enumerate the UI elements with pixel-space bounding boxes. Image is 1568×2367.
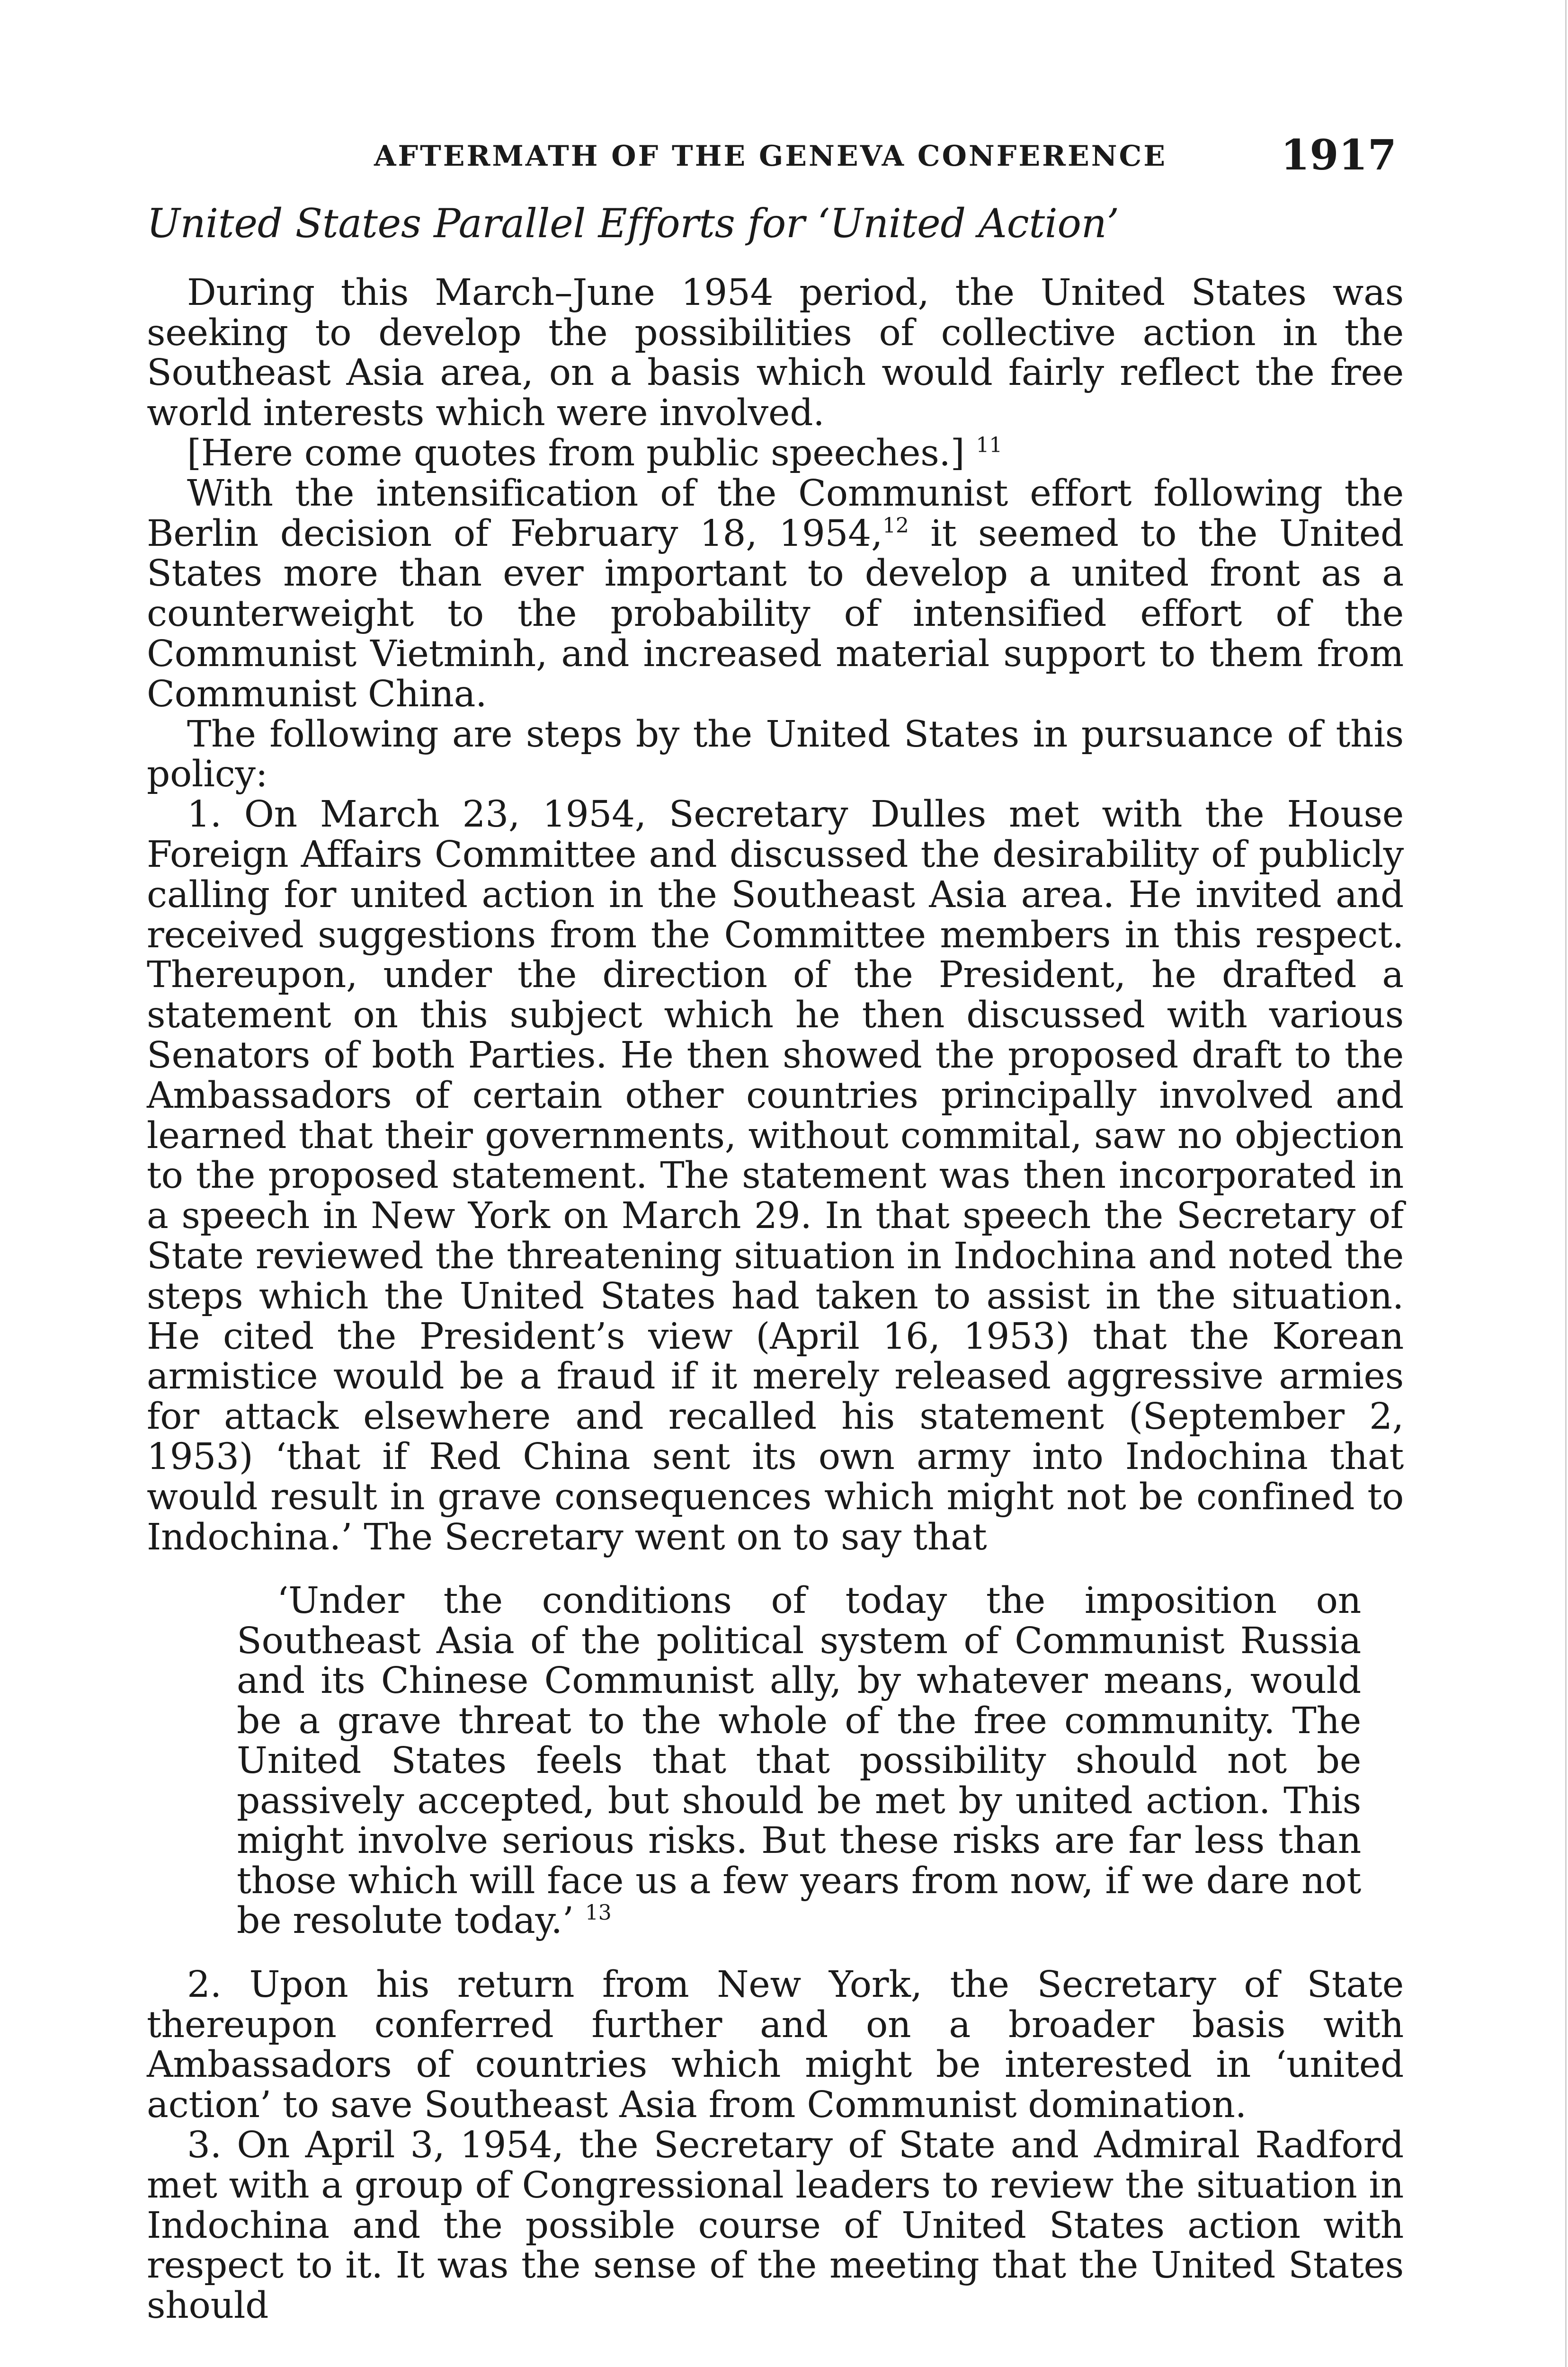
list-item <box>147 1965 1404 2126</box>
paragraph <box>147 273 1404 434</box>
paragraph <box>147 474 1404 715</box>
paragraph-text: it seemed to the United States more than ever important to develop a united front as a counterweight to the probability of intensified effort of the Communist Vietminh, and increased material support to them from Communist China. <box>147 512 1404 715</box>
list-item <box>147 795 1404 1557</box>
block-quote <box>237 1581 1361 1941</box>
footnote-reference: 11 <box>976 433 1002 457</box>
page-edge-rule <box>1565 0 1567 2367</box>
list-item-text: 2. Upon his return from New York, the Secretary of State thereupon conferred further and on a broader basis with Ambassadors of countries which might be interested in ‘united action’ to save Southeast Asia from Communist domination. <box>147 1963 1404 2127</box>
paragraph <box>147 434 1404 474</box>
quote-paragraph <box>237 1581 1361 1941</box>
page-number: 1917 <box>1281 130 1397 179</box>
paragraph-text: During this March–June 1954 period, the United States was seeking to develop the possibilities of collective action in the Southeast Asia area, on a basis which would fairly reflect the free world interests which were involved. <box>147 271 1404 435</box>
body-text <box>147 200 1404 2327</box>
footnote-reference: 12 <box>882 513 909 538</box>
paragraph-text: The following are steps by the United States in pursuance of this policy: <box>147 713 1404 796</box>
paragraph-text: With the intensification of the Communist effort following the Berlin decision of February 18, 1954, <box>147 472 1404 555</box>
paragraph <box>147 715 1404 795</box>
running-head: AFTERMATH OF THE GENEVA CONFERENCE <box>374 140 1167 173</box>
list-item-text: 3. On April 3, 1954, the Secretary of State and Admiral Radford met with a group of Congressional leaders to review the situation in Indochina and the possible course of United States action with respect to it. It was the sense of the meeting that the United States should <box>147 2124 1404 2327</box>
section-title: United States Parallel Efforts for ‘United Action’ <box>147 200 1119 247</box>
page-header <box>156 130 1397 182</box>
list-item-text: 1. On March 23, 1954, Secretary Dulles met with the House Foreign Affairs Committee and discussed the desirability of publicly calling for united action in the Southeast Asia area. He invited and received suggestions from the Committee members in this respect. Thereupon, under the direction of the President, he drafted a statement on this subject which he then discussed with various Senators of both Parties. He then showed the proposed draft to the Ambassadors of certain other countries principally involved and learned that their governments, without commital, saw no objection to the proposed statement. The statement was then incorporated in a speech in New York on March 29. In that speech the Secretary of State reviewed the threatening situation in Indochina and noted the steps which the United States had taken to assist in the situation. He cited the President’s view (April 16, 1953) that the Korean armistice would be a fraud if it merely released aggressive armies for attack elsewhere and recalled his statement (September 2, 1953) ‘that if Red China sent its own army into Indochina that would result in grave consequences which might not be confined to Indochina.’ The Secretary went on to say that <box>147 793 1404 1558</box>
list-item <box>147 2126 1404 2326</box>
paragraph-text: [Here come quotes from public speeches.] <box>187 432 965 474</box>
quote-text: ‘Under the conditions of today the imposition on Southeast Asia of the political system of Communist Russia and its Chinese Communist ally, by whatever means, would be a grave threat to the whole of the free community. The United States feels that that possibility should not be passively accepted, but should be met by united action. This might involve serious risks. But these risks are far less than those which will face us a few years from now, if we dare not be resolute today.’ <box>237 1580 1361 1942</box>
footnote-reference: 13 <box>585 1901 612 1925</box>
